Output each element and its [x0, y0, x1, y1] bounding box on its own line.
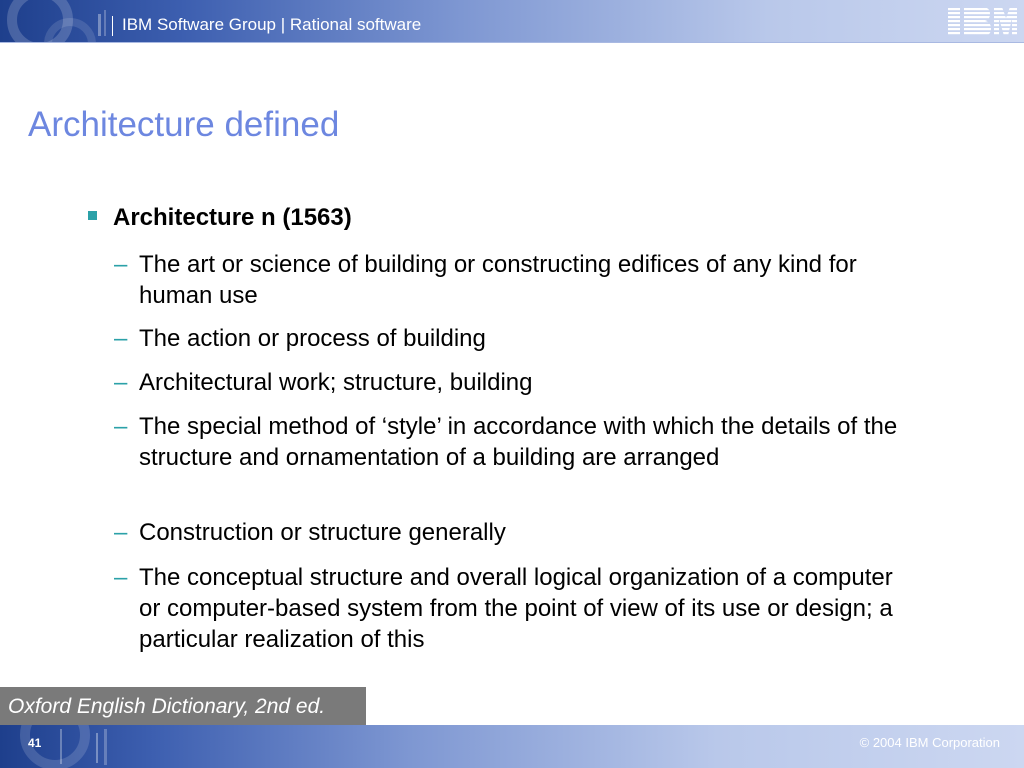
- footer-bar: [0, 725, 1024, 768]
- footer-decoration: [0, 725, 140, 768]
- header-bar: [0, 0, 1024, 42]
- definition-text: The action or process of building: [139, 325, 486, 352]
- ibm-logo: [946, 4, 1018, 38]
- dash-bullet: –: [114, 369, 128, 396]
- definition-text: The special method of ‘style’ in accordance with which the details of the structure and ornamentation of a building are arranged: [139, 413, 898, 471]
- definition-text: The conceptual structure and overall logical organization of a computer or computer-based system from the point of view of its use or design; a particular realization of this: [139, 564, 893, 653]
- header-rule: [0, 42, 1024, 43]
- source-citation-box: [0, 687, 366, 725]
- dash-bullet: –: [114, 251, 128, 278]
- header-divider: [112, 16, 113, 36]
- slide-title: Architecture defined: [28, 105, 340, 144]
- source-citation: Oxford English Dictionary, 2nd ed.: [8, 695, 326, 718]
- dash-bullet: –: [114, 564, 128, 591]
- header-group-title: IBM Software Group | Rational software: [122, 15, 422, 34]
- dash-bullet: –: [114, 413, 128, 440]
- header-decoration: [0, 0, 120, 42]
- dash-bullet: –: [114, 325, 128, 352]
- definition-text: Construction or structure generally: [139, 519, 506, 546]
- page-number: 41: [28, 736, 42, 750]
- square-bullet-icon: [88, 211, 97, 220]
- definition-text: The art or science of building or constructing edifices of any kind for human use: [139, 251, 857, 309]
- dash-bullet: –: [114, 519, 128, 546]
- copyright-text: © 2004 IBM Corporation: [859, 735, 1000, 750]
- term-heading: Architecture n (1563): [113, 204, 352, 231]
- definition-text: Architectural work; structure, building: [139, 369, 533, 396]
